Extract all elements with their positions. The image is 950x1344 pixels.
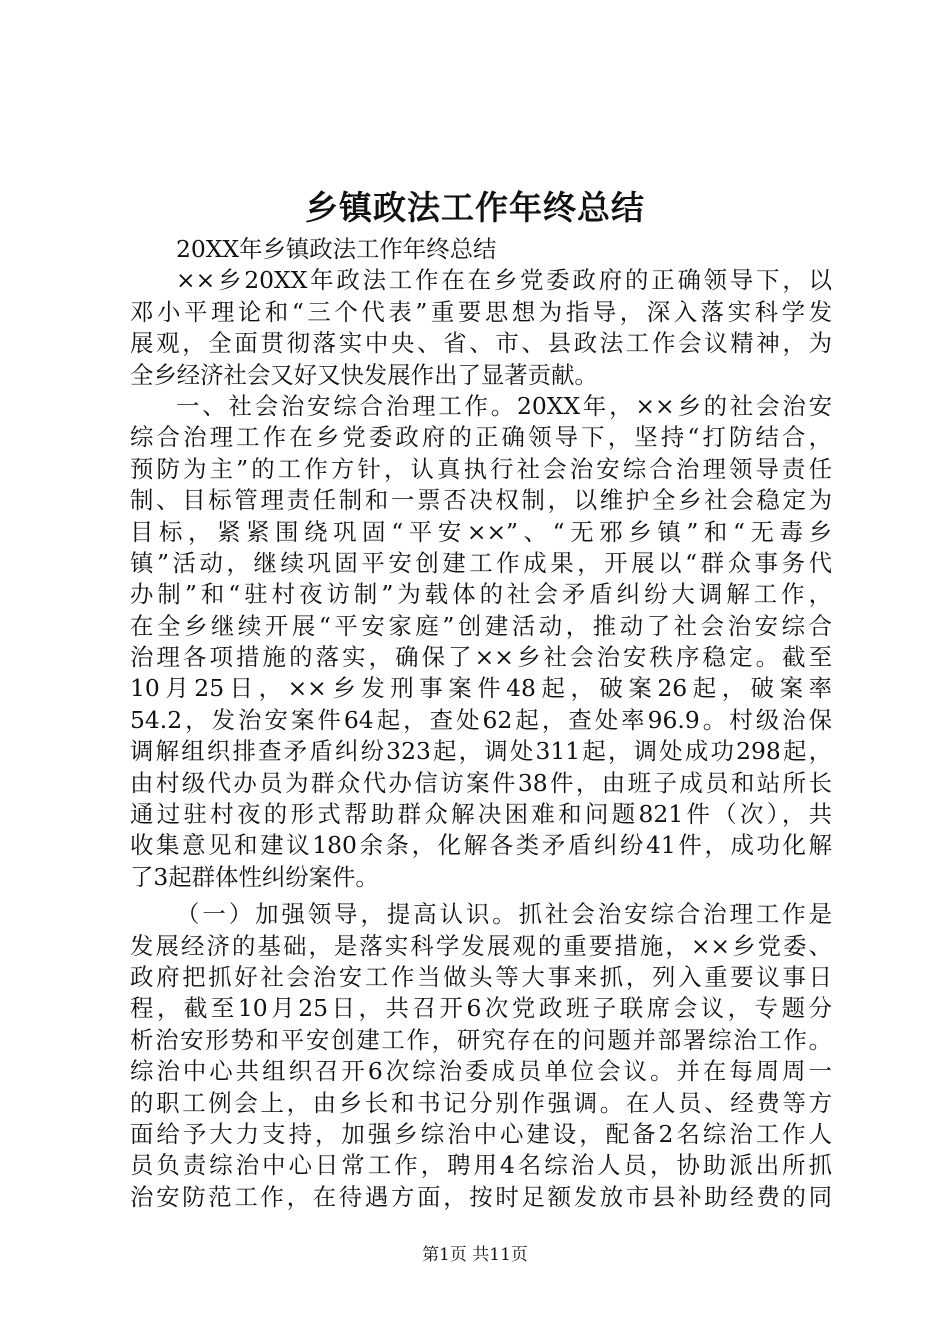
text-line: 程，截至10月25日，共召开6次党政班子联席会议，专题分 [130,994,832,1023]
text-line: 了3起群体性纠纷案件。 [130,862,379,891]
text-line: 10月25日，××乡发刑事案件48起，破案26起，破案率 [130,674,832,703]
page-footer: 第1页 共11页 [422,1245,528,1265]
text-line: 全乡经济社会又好又快发展作出了显著贡献。 [130,360,598,389]
text-line: 综治中心共组织召开6次综治委成员单位会议。并在每周周一 [130,1057,832,1086]
text-line: 一、社会治安综合治理工作。20XX年，××乡的社会治安 [176,391,832,420]
paragraph [130,899,832,1213]
text-line: 治安防范工作，在待遇方面，按时足额发放市县补助经费的同 [130,1182,832,1211]
text-line: 政府把抓好社会治安工作当做头等大事来抓，列入重要议事日 [130,962,832,991]
text-line: （一）加强领导，提高认识。抓社会治安综合治理工作是 [176,900,832,929]
paragraph [130,234,832,265]
text-line: 54.2，发治安案件64起，查处62起，查处率96.9。村级治保 [130,705,832,734]
text-line: 调解组织排查矛盾纠纷323起，调处311起，调处成功298起， [130,737,832,766]
text-line: 镇”活动，继续巩固平安创建工作成果，开展以“群众事务代 [130,548,832,577]
text-line: 在全乡继续开展“平安家庭”创建活动，推动了社会治安综合 [130,611,832,640]
document-title: 乡镇政法工作年终总结 [305,188,645,227]
text-line: 治理各项措施的落实，确保了××乡社会治安秩序稳定。截至 [130,643,832,672]
text-line: 通过驻村夜的形式帮助群众解决困难和问题821件（次），共 [130,800,832,829]
text-line: 面给予大力支持，加强乡综治中心建设，配备2名综治工作人 [130,1119,832,1148]
text-line: 由村级代办员为群众代办信访案件38件，由班子成员和站所长 [130,768,832,797]
text-line: 20XX年乡镇政法工作年终总结 [176,235,497,263]
text-line: 析治安形势和平安创建工作，研究存在的问题并部署综治工作。 [130,1025,832,1054]
text-line: 综合治理工作在乡党委政府的正确领导下，坚持“打防结合， [130,423,832,452]
paragraph [130,391,832,893]
text-line: 邓小平理论和“三个代表”重要思想为指导，深入落实科学发 [130,297,832,326]
text-line: 收集意见和建议180余条，化解各类矛盾纠纷41件，成功化解 [130,831,832,860]
text-line: 发展经济的基础，是落实科学发展观的重要措施，××乡党委、 [130,931,832,960]
text-line: 目标，紧紧围绕巩固“平安××”、“无邪乡镇”和“无毒乡 [130,517,832,546]
document-body [130,234,832,1213]
paragraph [130,265,832,391]
text-line: 员负责综治中心日常工作，聘用4名综治人员，协助派出所抓 [130,1151,832,1180]
text-line: 办制”和“驻村夜访制”为载体的社会矛盾纠纷大调解工作， [130,580,832,609]
text-line: 的职工例会上，由乡长和书记分别作强调。在人员、经费等方 [130,1088,832,1117]
text-line: 制、目标管理责任制和一票否决权制，以维护全乡社会稳定为 [130,486,832,515]
text-line: 预防为主”的工作方针，认真执行社会治安综合治理领导责任 [130,454,832,483]
text-line: ××乡20XX年政法工作在在乡党委政府的正确领导下，以 [176,266,832,295]
text-line: 展观，全面贯彻落实中央、省、市、县政法工作会议精神，为 [130,329,832,358]
